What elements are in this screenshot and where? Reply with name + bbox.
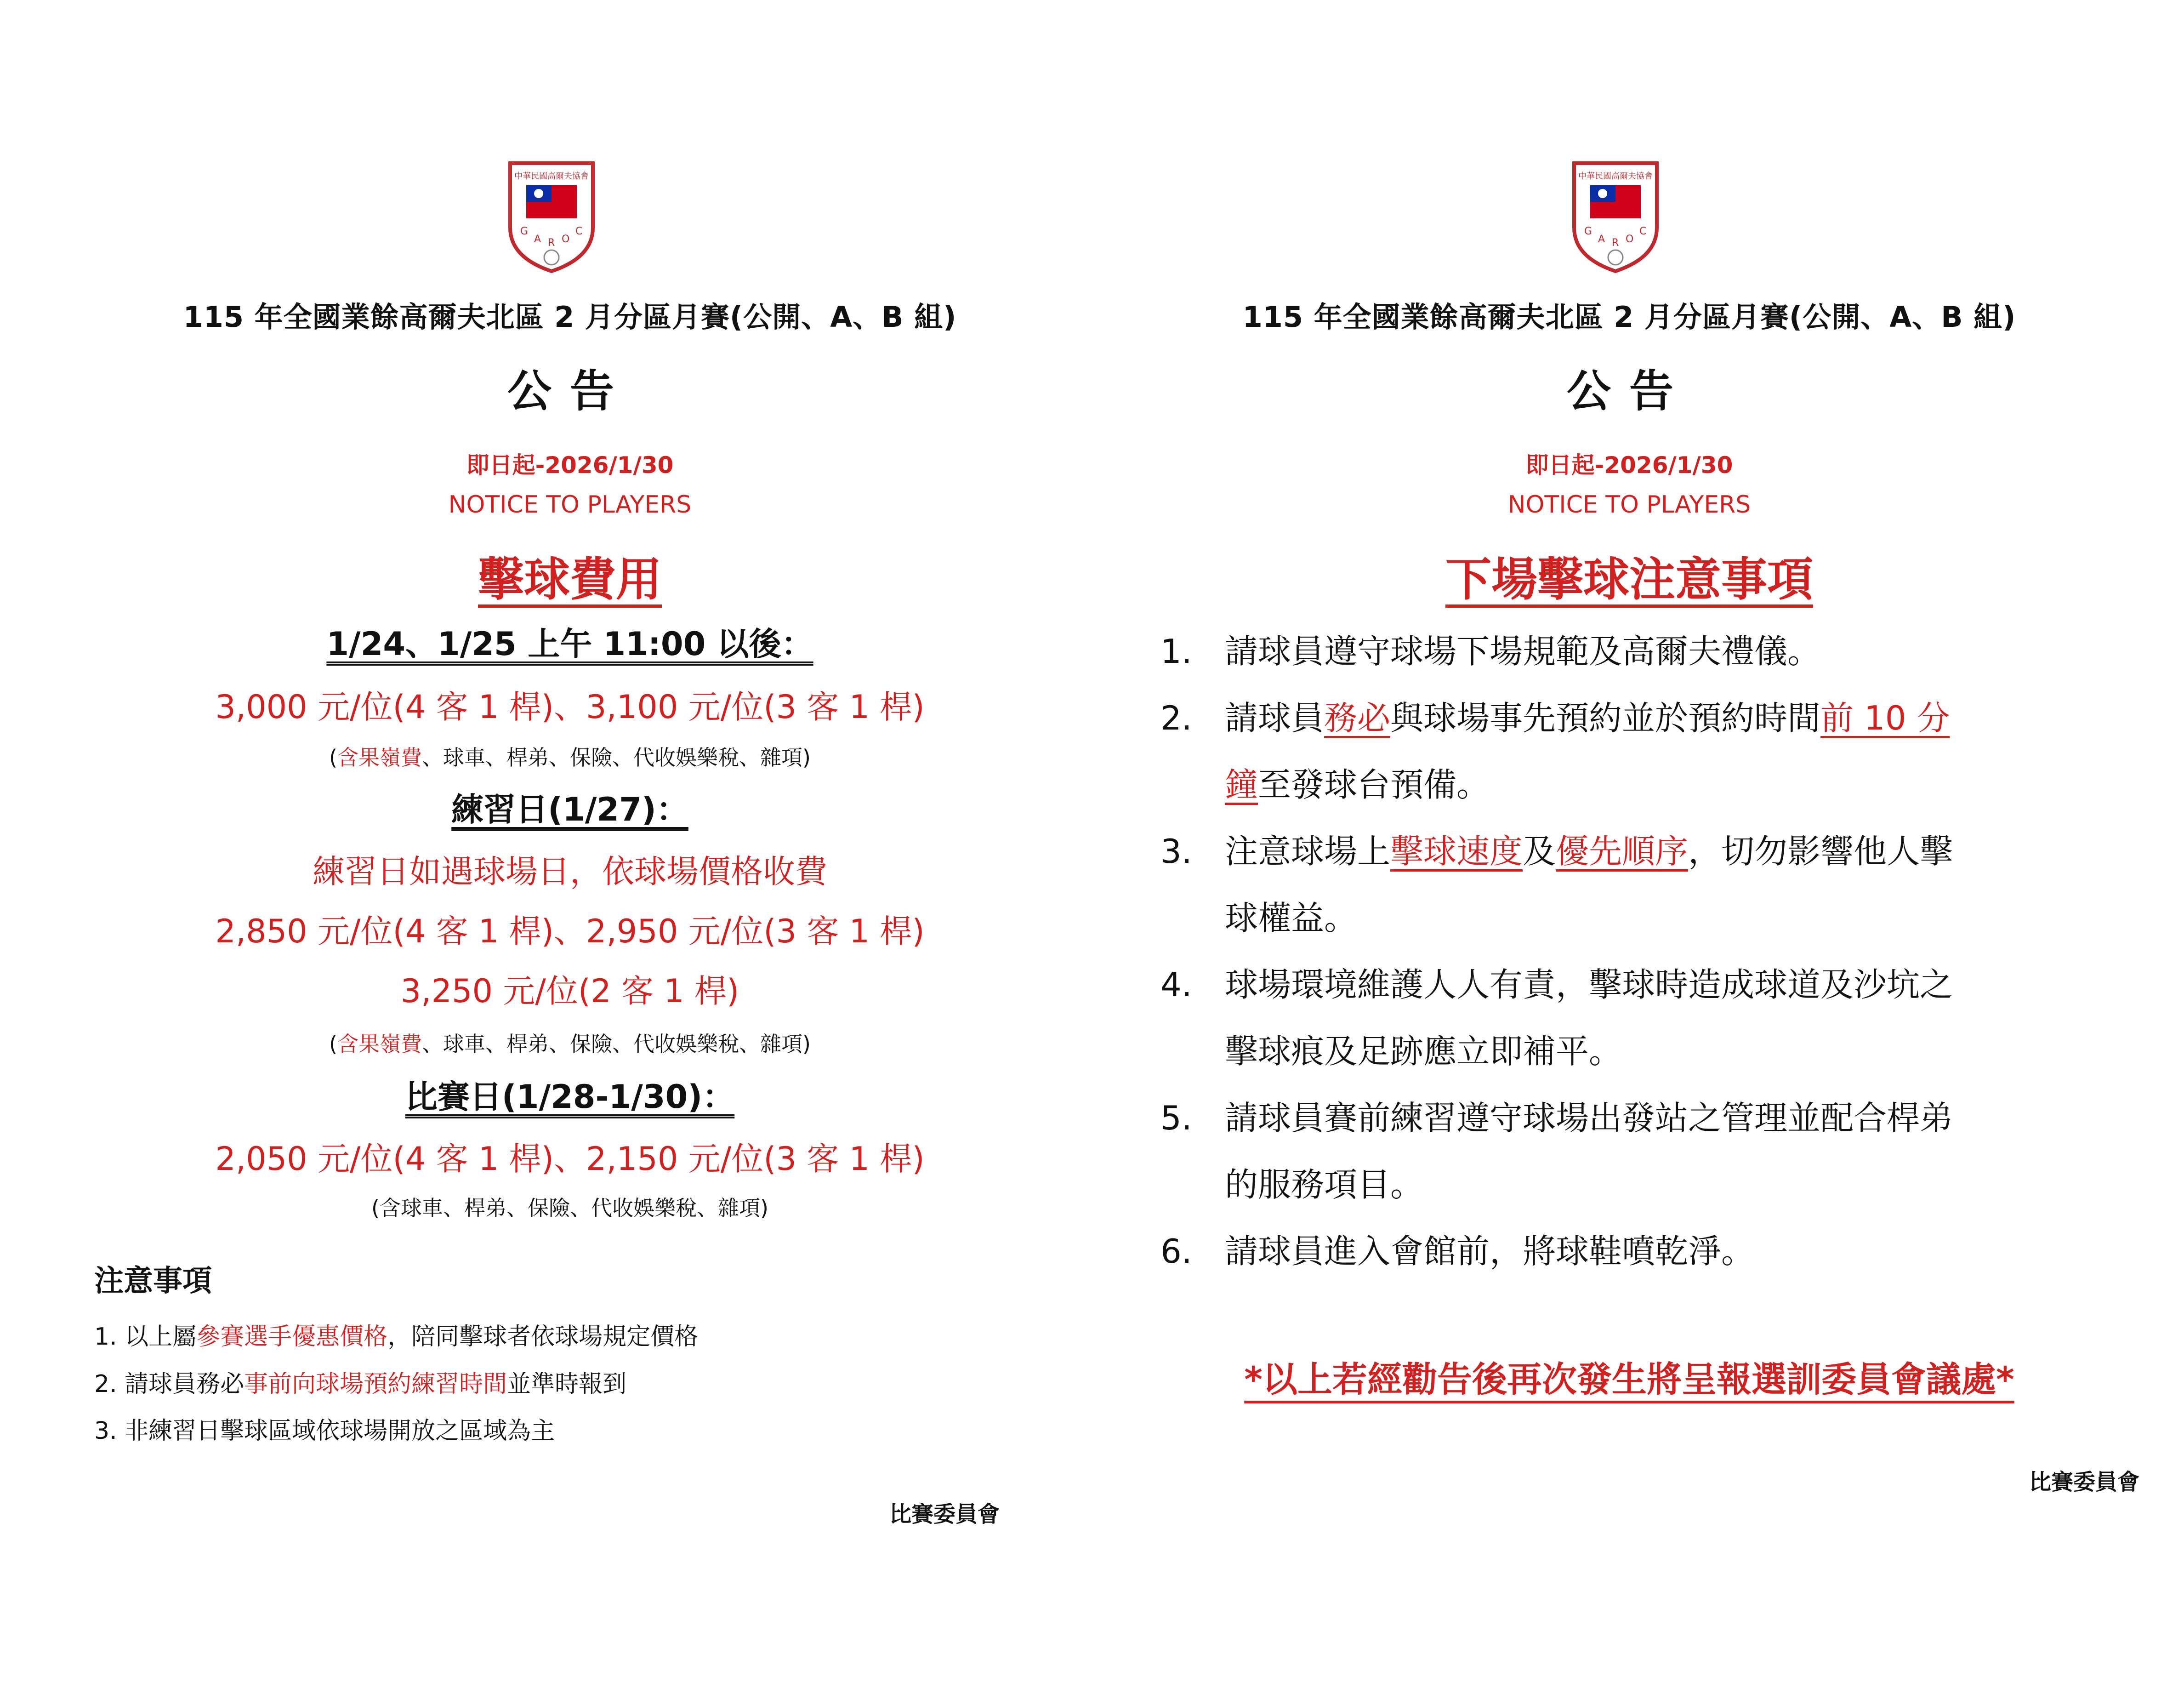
match-day-label: 比賽日(1/28-1/30)：	[405, 1078, 735, 1116]
note-item: 1. 以上屬參賽選手優惠價格，陪同擊球者依球場規定價格	[94, 1323, 699, 1351]
svg-text:C: C	[1639, 226, 1647, 237]
rule-item: 2. 請球員務必與球場事先預約並於預約時間前 10 分 鐘至發球台預備。	[1160, 699, 1950, 804]
notice-to-players: NOTICE TO PLAYERS	[448, 491, 692, 519]
svg-text:A: A	[1598, 234, 1605, 245]
svg-text:C: C	[575, 226, 583, 237]
notes-title: 注意事項	[94, 1264, 212, 1298]
weekend-inclusions: (含果嶺費、球車、桿弟、保險、代收娛樂稅、雜項)	[329, 745, 811, 770]
rules-section-title: 下場擊球注意事項	[1445, 553, 1813, 606]
svg-text:中華民國高爾夫協會: 中華民國高爾夫協會	[1578, 171, 1653, 181]
warning-text: *以上若經勸告後再次發生將呈報選訓委員會議處*	[1244, 1359, 2014, 1400]
practice-inclusions: (含果嶺費、球車、桿弟、保險、代收娛樂稅、雜項)	[329, 1032, 811, 1056]
tournament-title: 115 年全國業餘高爾夫北區 2 月分區月賽(公開、A、B 組)	[1242, 300, 2016, 334]
weekend-label: 1/24、1/25 上午 11:00 以後：	[326, 625, 813, 663]
match-inclusions: (含球車、桿弟、保險、代收娛樂稅、雜項)	[371, 1196, 768, 1220]
weekend-price: 3,000 元/位(4 客 1 桿)、3,100 元/位(3 客 1 桿)	[215, 688, 925, 726]
svg-text:O: O	[1626, 234, 1634, 245]
signature: 比賽委員會	[889, 1501, 1000, 1527]
effective-date: 即日起-2026/1/30	[1525, 452, 1733, 479]
tournament-title: 115 年全國業餘高爾夫北區 2 月分區月賽(公開、A、B 組)	[183, 300, 957, 334]
notice-to-players: NOTICE TO PLAYERS	[1507, 491, 1751, 519]
rule-item: 5. 請球員賽前練習遵守球場出發站之管理並配合桿弟 的服務項目。	[1160, 1099, 1953, 1204]
rule-item: 4. 球場環境維護人人有責，擊球時造成球道及沙坑之 擊球痕及足跡應立即補平。	[1160, 965, 1953, 1071]
rule-item: 6. 請球員進入會館前，將球鞋噴乾淨。	[1160, 1232, 1755, 1271]
rule-item: 3. 注意球場上擊球速度及優先順序，切勿影響他人擊 球權益。	[1160, 832, 1953, 937]
fee-section-title: 擊球費用	[478, 553, 662, 606]
note-item: 2. 請球員務必事前向球場預約練習時間並準時報到	[94, 1370, 627, 1398]
note-item: 3. 非練習日擊球區域依球場開放之區域為主	[94, 1417, 555, 1445]
practice-price-2: 3,250 元/位(2 客 1 桿)	[400, 972, 739, 1010]
announcement-heading: 公告	[1567, 365, 1692, 417]
svg-text:O: O	[562, 234, 570, 245]
left-notice-panel	[41, 0, 1098, 1688]
garoc-emblem-icon	[1570, 159, 1661, 274]
match-day-price: 2,050 元/位(4 客 1 桿)、2,150 元/位(3 客 1 桿)	[215, 1140, 925, 1178]
signature: 比賽委員會	[2029, 1469, 2139, 1495]
svg-text:R: R	[1612, 237, 1619, 249]
svg-text:A: A	[534, 234, 541, 245]
svg-text:R: R	[548, 237, 555, 249]
svg-text:中華民國高爾夫協會: 中華民國高爾夫協會	[514, 171, 589, 181]
effective-date: 即日起-2026/1/30	[466, 452, 674, 479]
announcement-heading: 公告	[507, 365, 632, 417]
rule-item: 1. 請球員遵守球場下場規範及高爾夫禮儀。	[1160, 632, 1821, 671]
svg-text:G: G	[520, 226, 529, 237]
practice-price-1: 2,850 元/位(4 客 1 桿)、2,950 元/位(3 客 1 桿)	[215, 912, 925, 950]
right-notice-panel	[1101, 0, 2158, 1688]
practice-day-note: 練習日如遇球場日，依球場價格收費	[313, 853, 827, 890]
practice-day-label: 練習日(1/27)：	[451, 791, 688, 828]
garoc-emblem-icon	[506, 159, 597, 274]
svg-text:G: G	[1584, 226, 1592, 237]
